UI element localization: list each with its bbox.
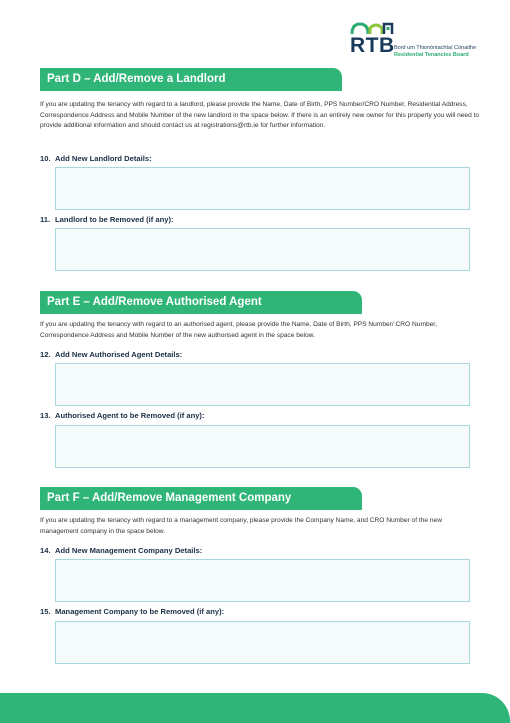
logo-english-name: Residential Tenancies Board (394, 52, 469, 58)
field-label-text: Management Company to be Removed (if any): (55, 607, 225, 616)
field-number: 12. (40, 350, 51, 359)
field-label-text: Add New Landlord Details: (55, 154, 152, 163)
field-label-10 (40, 154, 152, 163)
field-number: 15. (40, 607, 51, 616)
field-label-text: Landlord to be Removed (if any): (55, 215, 174, 224)
field-label-15 (40, 607, 224, 616)
part-e-description: If you are updating the tenancy with regard to an authorised agent, please provide the Name, Date of Birth, PPS Number/ CRO Number, Correspondence Address and Mobile Number of the new authorised agent in the space below. (40, 321, 437, 339)
add-new-agent-field[interactable] (55, 363, 470, 406)
field-label-13 (40, 411, 205, 420)
field-label-text: Authorised Agent to be Removed (if any): (55, 411, 205, 420)
logo-abbrev: RTB (350, 34, 395, 57)
part-d-description: If you are updating the tenancy with regard to a landlord, please provide the Name, Date of Birth, PPS Number/CRO Number, Residential Address, Correspondence Address and Mobile Number of the new landlord in the space below. If there is an entirely new owner for this property you will need to provide additional information and should contact us at registrations@rtb.ie for further information. (40, 101, 480, 129)
field-label-12 (40, 350, 182, 359)
logo-irish-name: Bord um Thionóntachtaí Cónaithe (394, 45, 477, 51)
add-new-management-company-field[interactable] (55, 559, 470, 602)
field-number: 13. (40, 411, 51, 420)
field-number: 10. (40, 154, 51, 163)
rtb-logo (350, 20, 475, 60)
part-d-header: Part D – Add/Remove a Landlord (40, 68, 342, 91)
part-e-header: Part E – Add/Remove Authorised Agent (40, 291, 362, 314)
field-label-text: Add New Authorised Agent Details: (55, 350, 183, 359)
field-label-11 (40, 215, 174, 224)
part-f-description: If you are updating the tenancy with regard to a management company, please provide the Company Name, and CRO Number of the new management company in the space below. (40, 517, 442, 535)
agent-removed-field[interactable] (55, 425, 470, 468)
part-f-header: Part F – Add/Remove Management Company (40, 487, 362, 510)
landlord-removed-field[interactable] (55, 228, 470, 271)
add-new-landlord-field[interactable] (55, 167, 470, 210)
management-company-removed-field[interactable] (55, 621, 470, 664)
field-label-text: Add New Management Company Details: (55, 546, 203, 555)
field-number: 14. (40, 546, 51, 555)
field-label-14 (40, 546, 202, 555)
field-number: 11. (40, 215, 51, 224)
footer-bar (0, 693, 510, 723)
